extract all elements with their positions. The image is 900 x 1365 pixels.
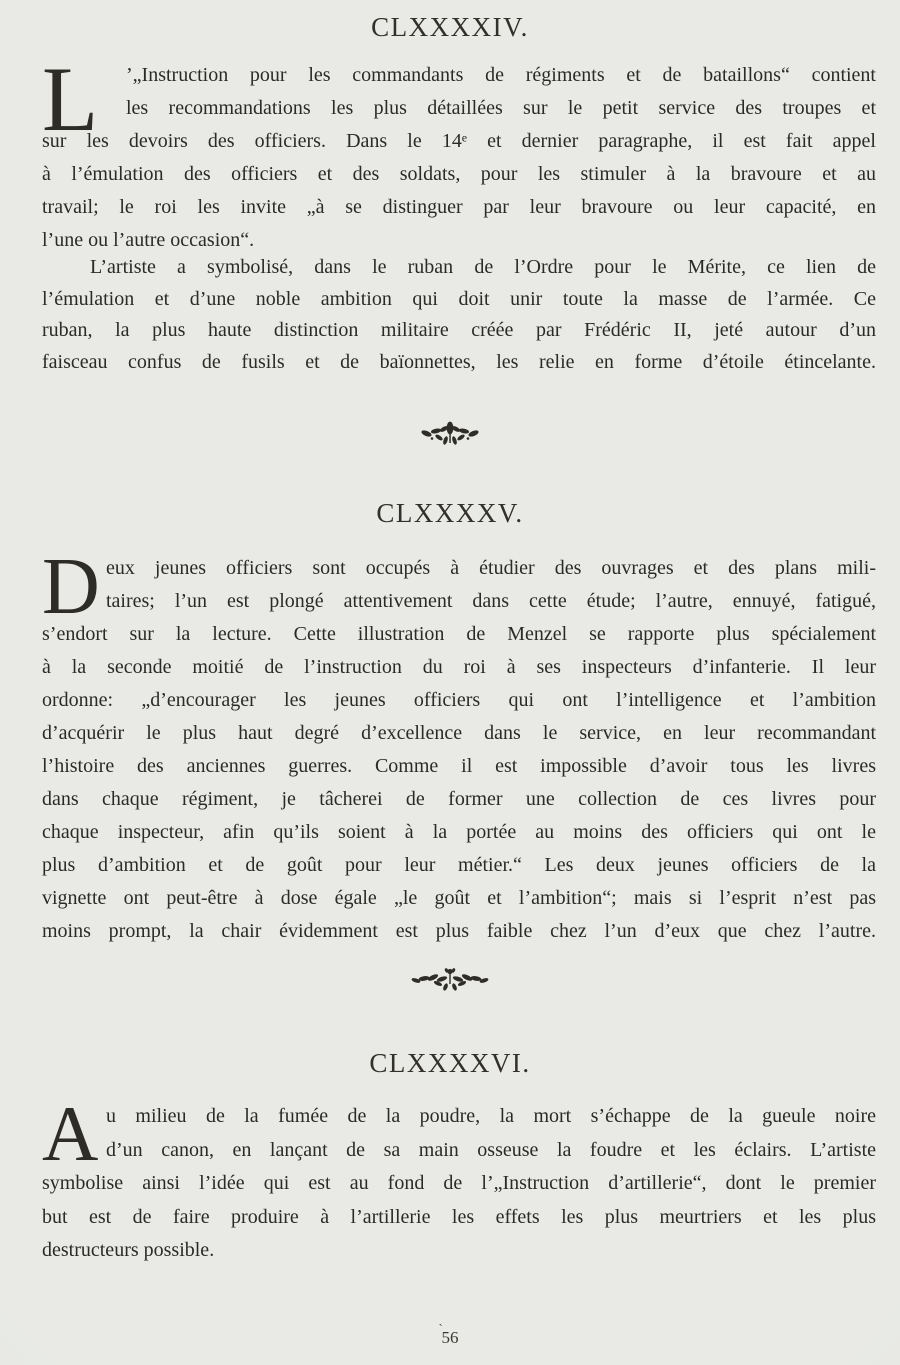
- text-line: à la seconde moitié de l’instruction du roi à ses inspecteurs d’infanterie. Il leur: [42, 656, 876, 678]
- section-heading-clxxxxiv: CLXXXXIV.: [371, 12, 529, 42]
- text-line: l’histoire des anciennes guerres. Comme il est impossible d’avoir tous les livres: [42, 755, 876, 777]
- text-line: destructeurs possible.: [42, 1239, 215, 1261]
- text-line: sur les devoirs des officiers. Dans le 14ᵉ et dernier paragraphe, il est fait appel: [42, 130, 876, 152]
- section-divider: [0, 420, 900, 453]
- text-line: l’une ou l’autre occasion“.: [42, 229, 255, 251]
- paragraph: [42, 48, 876, 257]
- drop-cap-letter: A: [42, 1090, 99, 1177]
- text-line: but est de faire produire à l’artillerie les effets les plus meurtriers et les plus: [42, 1205, 876, 1228]
- text-line: plus d’ambition et de goût pour leur métier.“ Les deux jeunes officiers de la: [42, 854, 876, 876]
- text-line: ordonne: „d’encourager les jeunes officiers qui ont l’intelligence et l’ambition: [42, 689, 876, 711]
- text-line: les recommandations les plus détaillées sur le petit service des troupes et: [126, 97, 876, 119]
- page-number: [0, 1321, 900, 1348]
- paragraph: [42, 252, 876, 378]
- text-line: travail; le roi les invite „à se distinguer par leur bravoure ou leur capacité, en: [42, 196, 876, 218]
- text-line: taires; l’un est plongé attentivement dans cette étude; l’autre, ennuyé, fatigué,: [106, 590, 876, 612]
- text-line: dans chaque régiment, je tâcherei de former une collection de ces livres pour: [42, 788, 876, 810]
- paragraph: [42, 543, 876, 948]
- text-line: d’un canon, en lançant de sa main osseuse la foudre et les éclairs. L’artiste: [106, 1138, 876, 1161]
- floral-fleuron-icon: [412, 420, 488, 448]
- section-heading-clxxxxvi: CLXXXXVI.: [369, 1048, 531, 1078]
- text-line: eux jeunes officiers sont occupés à étudier des ouvrages et des plans mili-: [106, 557, 876, 579]
- text-line: à l’émulation des officiers et des soldats, pour les stimuler à la bravoure et au: [42, 163, 876, 185]
- ink-artifact-mark: ˋ: [438, 1321, 443, 1336]
- paragraph: [42, 1090, 876, 1268]
- text-line: d’acquérir le plus haut degré d’excellence dans le service, en leur recommandant: [42, 722, 876, 744]
- text-line: faisceau confus de fusils et de baïonnettes, les relie en forme d’étoile étincelante.: [42, 350, 876, 373]
- text-line: ruban, la plus haute distinction militaire créée par Frédéric II, jeté autour d’un: [42, 319, 876, 341]
- laurel-spray-icon: [408, 966, 492, 992]
- text-line: ’„Instruction pour les commandants de régiments et de bataillons“ contient: [126, 64, 876, 86]
- text-line: vignette ont peut-être à dose égale „le goût et l’ambition“; mais si l’esprit n’est pas: [42, 887, 876, 909]
- text-line: chaque inspecteur, afin qu’ils soient à la portée au moins des officiers qui ont le: [42, 821, 876, 843]
- drop-cap-letter: D: [42, 543, 100, 631]
- text-line: moins prompt, la chair évidemment est plus faible chez l’un d’eux que chez l’autre.: [42, 920, 876, 942]
- text-line: s’endort sur la lecture. Cette illustration de Menzel se rapporte plus spécialement: [42, 623, 876, 645]
- text-line: L’artiste a symbolisé, dans le ruban de l’Ordre pour le Mérite, ce lien de: [90, 256, 876, 278]
- drop-cap-letter: L: [42, 48, 99, 150]
- page-number-value: 56: [441, 1328, 459, 1347]
- section-heading-clxxxxv: CLXXXXV.: [376, 498, 524, 528]
- section-divider: [0, 966, 900, 997]
- text-line: l’émulation et d’une noble ambition qui doit unir toute la masse de l’armée. Ce: [42, 287, 876, 310]
- text-line: u milieu de la fumée de la poudre, la mort s’échappe de la gueule noire: [106, 1105, 876, 1127]
- text-line: symbolise ainsi l’idée qui est au fond de l’„Instruction d’artillerie“, dont le premier: [42, 1172, 876, 1194]
